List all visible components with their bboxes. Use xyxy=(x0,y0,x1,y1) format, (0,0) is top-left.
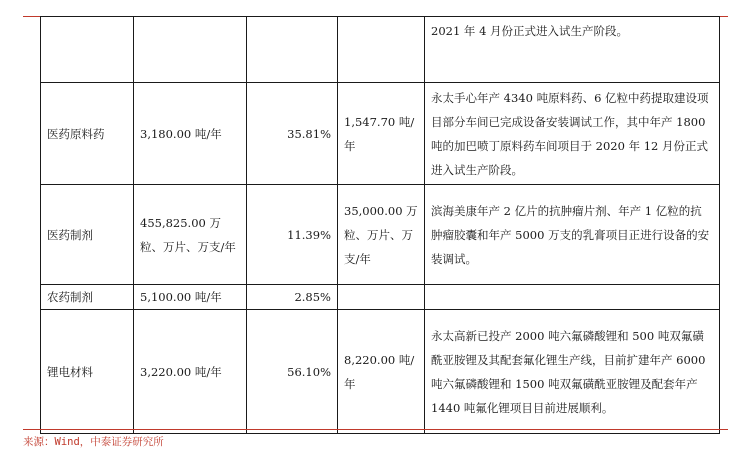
table-row xyxy=(41,83,720,185)
category-cell: 医药原料药 xyxy=(41,83,134,185)
progress-cell: 8,220.00 吨/年 xyxy=(338,310,425,434)
table-row xyxy=(41,185,720,285)
bottom-divider xyxy=(23,429,728,430)
capacity-cell xyxy=(134,17,247,83)
table-row xyxy=(41,310,720,434)
progress-cell: 1,547.70 吨/年 xyxy=(338,83,425,185)
capacity-cell: 5,100.00 吨/年 xyxy=(134,285,247,310)
category-cell: 农药制剂 xyxy=(41,285,134,310)
share-cell: 56.10% xyxy=(247,310,338,434)
capacity-cell: 455,825.00 万粒、万片、万支/年 xyxy=(134,185,247,285)
note-cell: 永太手心年产 4340 吨原料药、6 亿粒中药提取建设项目部分车间已完成设备安装调试工作，其中年产 1800 吨的加巴喷丁原料药车间项目于 2020 年 12 月份正式进入试生产阶段。 xyxy=(425,83,720,185)
share-cell: 35.81% xyxy=(247,83,338,185)
category-cell: 医药制剂 xyxy=(41,185,134,285)
capacity-table xyxy=(40,16,720,434)
category-cell xyxy=(41,17,134,83)
note-cell: 2021 年 4 月份正式进入试生产阶段。 xyxy=(425,17,720,83)
source-note: 来源：Wind，中泰证券研究所 xyxy=(23,436,164,448)
share-cell: 2.85% xyxy=(247,285,338,310)
capacity-cell: 3,220.00 吨/年 xyxy=(134,310,247,434)
note-cell: 滨海美康年产 2 亿片的抗肿瘤片剂、年产 1 亿粒的抗肿瘤胶囊和年产 5000 万支的乳膏项目正进行设备的安装调试。 xyxy=(425,185,720,285)
note-cell: 永太高新已投产 2000 吨六氟磷酸锂和 500 吨双氟磺酰亚胺锂及其配套氟化锂生产线，目前扩建年产 6000 吨六氟磷酸锂和 1500 吨双氟磺酰亚胺锂及配套年产 1440 吨氟化锂项目目前进展顺利。 xyxy=(425,310,720,434)
progress-cell: 35,000.00 万粒、万片、万支/年 xyxy=(338,185,425,285)
capacity-cell: 3,180.00 吨/年 xyxy=(134,83,247,185)
table-row xyxy=(41,17,720,83)
share-cell xyxy=(247,17,338,83)
progress-cell xyxy=(338,285,425,310)
share-cell: 11.39% xyxy=(247,185,338,285)
category-cell: 锂电材料 xyxy=(41,310,134,434)
table-row xyxy=(41,285,720,310)
note-cell xyxy=(425,285,720,310)
progress-cell xyxy=(338,17,425,83)
